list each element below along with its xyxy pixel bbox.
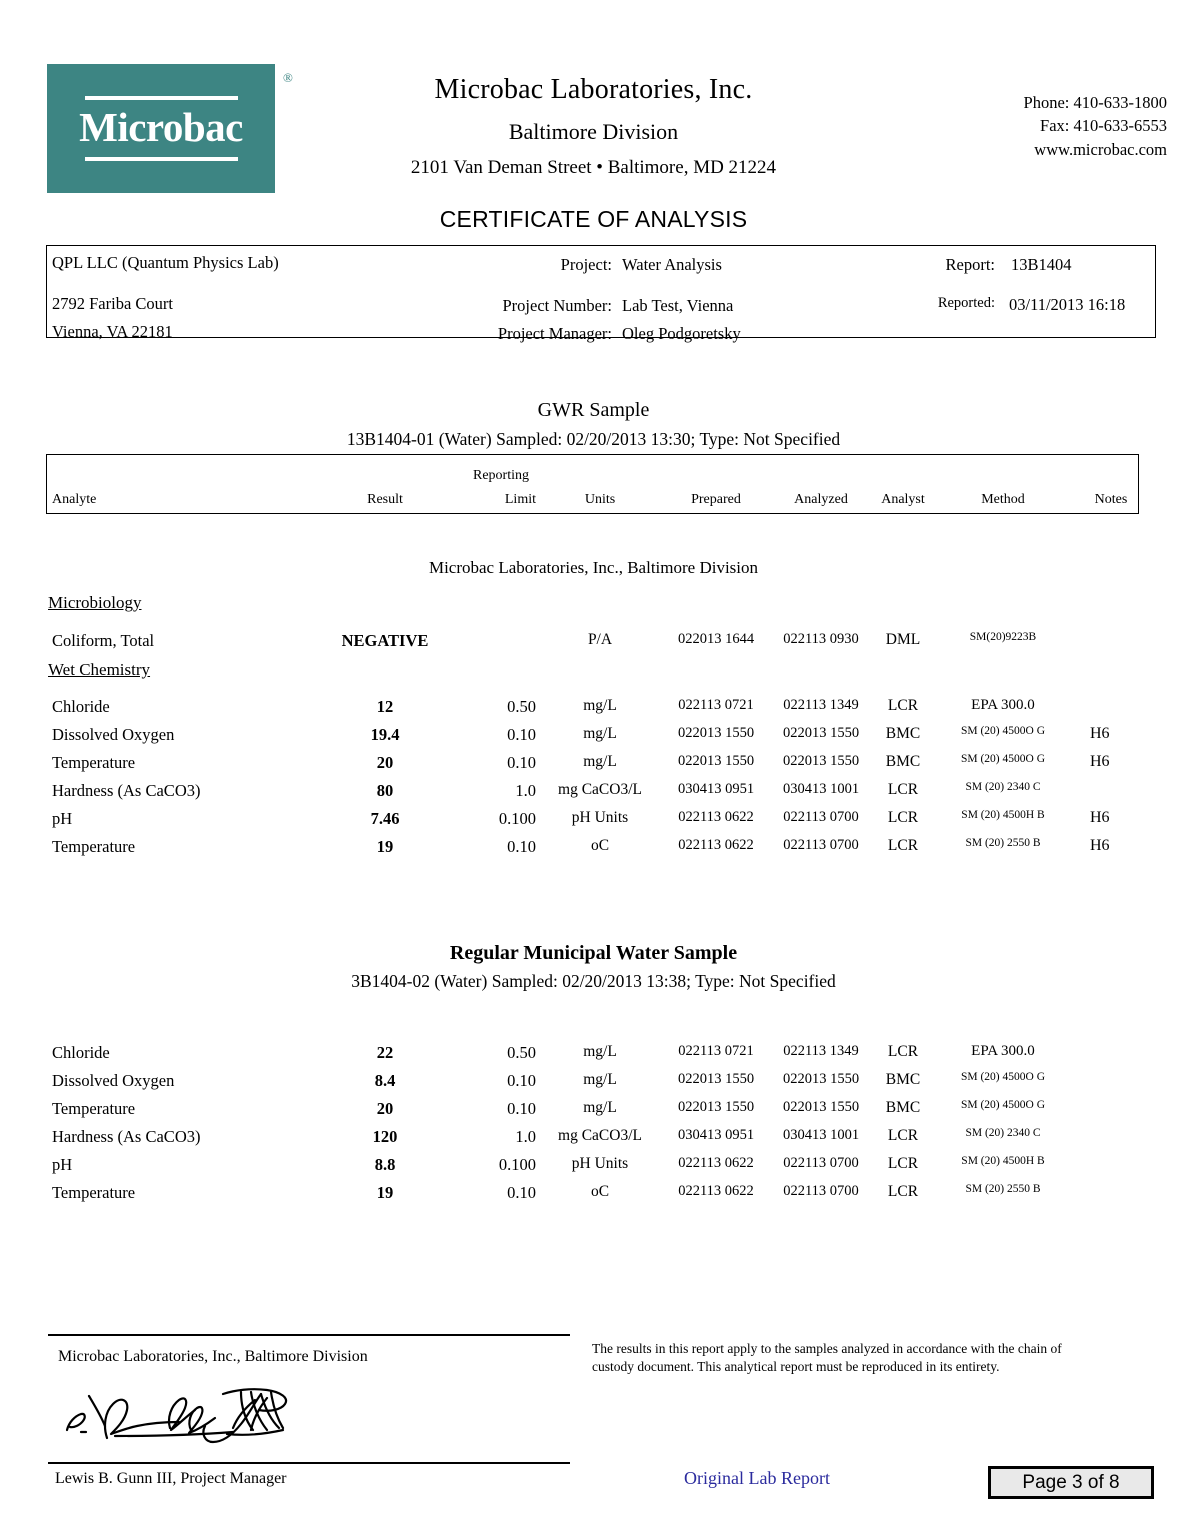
report-value: 13B1404 <box>1011 255 1072 274</box>
cell-reporting-limit: 0.10 <box>507 1099 536 1118</box>
cell-analyzed: 022113 0700 <box>783 1155 859 1171</box>
footer-signer-name: Lewis B. Gunn III, Project Manager <box>55 1470 287 1487</box>
client-name: QPL LLC (Quantum Physics Lab) <box>52 253 279 272</box>
project-value: Water Analysis <box>622 255 722 274</box>
cell-notes: H6 <box>1090 837 1110 854</box>
cell-result: 20 <box>376 753 394 772</box>
cell-analyte: Chloride <box>52 697 110 716</box>
cell-prepared: 022113 0622 <box>678 809 754 825</box>
cell-method: SM (20) 2550 B <box>965 1183 1041 1195</box>
table-row <box>0 631 1187 655</box>
cell-prepared: 022113 0721 <box>678 697 754 713</box>
cell-analyzed: 030413 1001 <box>782 1127 860 1143</box>
column-header-notes: Notes <box>1094 492 1128 507</box>
cell-units: mg/L <box>583 753 617 770</box>
company-name: Microbac Laboratories, Inc. <box>434 74 753 105</box>
cell-analyzed: 022013 1550 <box>782 1099 860 1115</box>
cell-reporting-limit: 0.10 <box>507 753 536 772</box>
cell-analyst: LCR <box>887 1043 919 1060</box>
table-row <box>0 1071 1187 1095</box>
cell-analyzed: 022113 1349 <box>783 1043 859 1059</box>
cell-reporting-limit: 0.10 <box>507 725 536 744</box>
project-manager-value: Oleg Podgoretsky <box>622 324 741 343</box>
cell-reporting-limit: 0.50 <box>507 1043 536 1062</box>
cell-result: 22 <box>376 1043 394 1062</box>
cell-method: SM (20) 4500O G <box>960 725 1045 737</box>
column-header-method: Method <box>981 492 1025 507</box>
cell-analyst: LCR <box>887 1127 919 1144</box>
cell-analyst: LCR <box>887 1155 919 1172</box>
table-row <box>0 753 1187 777</box>
cell-reporting-limit: 0.10 <box>507 1071 536 1090</box>
cell-prepared: 022013 1550 <box>677 725 755 741</box>
client-street: 2792 Fariba Court <box>52 294 173 313</box>
cell-reporting-limit: 1.0 <box>515 781 536 800</box>
table-row <box>0 697 1187 721</box>
cell-analyte: pH <box>52 1155 73 1174</box>
division-name: Baltimore Division <box>508 119 679 144</box>
cell-analyzed: 022013 1550 <box>782 725 860 741</box>
cell-units: mg CaCO3/L <box>558 781 642 798</box>
cell-method: SM (20) 2340 C <box>965 781 1041 793</box>
column-header-prepared: Prepared <box>691 492 741 507</box>
cell-units: mg/L <box>583 1043 617 1060</box>
project-manager-label: Project Manager: <box>497 324 612 343</box>
cell-analyte: Hardness (As CaCO3) <box>52 1127 201 1146</box>
company-address: 2101 Van Deman Street • Baltimore, MD 21224 <box>410 157 777 178</box>
cell-notes: H6 <box>1090 753 1110 770</box>
logo-wordmark: Microbac <box>79 104 243 150</box>
project-label: Project: <box>560 255 612 274</box>
cell-prepared: 022113 0721 <box>678 1043 754 1059</box>
cell-analyzed: 022013 1550 <box>782 753 860 769</box>
cell-reporting-limit: 0.100 <box>498 1155 536 1174</box>
table-row <box>0 725 1187 749</box>
cell-prepared: 022013 1550 <box>677 753 755 769</box>
cell-result: 19.4 <box>370 725 400 744</box>
column-header-analyte: Analyte <box>52 492 97 507</box>
cell-analyst: LCR <box>887 697 919 714</box>
footer-divider-left <box>48 1334 570 1336</box>
cell-prepared: 030413 0951 <box>677 781 755 797</box>
cell-analyzed: 022113 0700 <box>783 809 859 825</box>
cell-units: mg/L <box>583 697 617 714</box>
cell-analyst: BMC <box>885 1071 921 1088</box>
cell-reporting-limit: 0.100 <box>498 809 536 828</box>
project-manager-row <box>380 324 820 344</box>
cell-analyte: Coliform, Total <box>52 631 155 650</box>
cell-method: SM (20) 4500H B <box>961 1155 1045 1167</box>
original-lab-report-link[interactable]: Original Lab Report <box>684 1468 830 1488</box>
section-heading-wet-chemistry: Wet Chemistry <box>48 660 151 679</box>
cell-analyte: pH <box>52 809 73 828</box>
table-row <box>0 1099 1187 1123</box>
cell-result: 7.46 <box>370 809 400 828</box>
signature-image <box>55 1378 355 1456</box>
reported-row <box>905 295 1150 315</box>
cell-reporting-limit: 0.10 <box>507 837 536 856</box>
cell-analyst: BMC <box>885 725 921 742</box>
cell-analyte: Temperature <box>52 1099 136 1118</box>
project-number-row <box>380 296 820 316</box>
cell-analyzed: 022113 0930 <box>783 631 859 647</box>
cell-method: SM (20) 2340 C <box>965 1127 1041 1139</box>
footer-disclaimer: The results in this report apply to the samples analyzed in accordance with the chain of custody document. This analytical report must be reproduced in its entirety. <box>592 1341 1062 1375</box>
column-header-analyst: Analyst <box>881 492 925 507</box>
column-header-reporting: Reporting <box>473 468 529 483</box>
cell-analyzed: 022113 1349 <box>783 697 859 713</box>
cell-prepared: 022113 0622 <box>678 1155 754 1171</box>
page-header <box>0 0 1187 200</box>
cell-analyst: BMC <box>885 1099 921 1116</box>
cell-analyzed: 030413 1001 <box>782 781 860 797</box>
project-number-label: Project Number: <box>502 296 612 315</box>
cell-prepared: 022113 0622 <box>678 837 754 853</box>
client-city-state-zip: Vienna, VA 22181 <box>52 322 173 341</box>
sample-1-subtitle: 13B1404-01 (Water) Sampled: 02/20/2013 13:30; Type: Not Specified <box>346 429 841 449</box>
table-row <box>0 1043 1187 1067</box>
footer-lab-name: Microbac Laboratories, Inc., Baltimore Division <box>58 1348 368 1365</box>
cell-analyte: Chloride <box>52 1043 110 1062</box>
signature-icon <box>55 1378 355 1456</box>
section-heading-microbiology: Microbiology <box>48 593 142 612</box>
cell-notes: H6 <box>1090 725 1110 742</box>
table-row <box>0 1183 1187 1207</box>
cell-reporting-limit: 0.50 <box>507 697 536 716</box>
report-label: Report: <box>945 255 995 274</box>
phone-line: Phone: 410-633-1800 <box>1023 93 1167 112</box>
cell-analyst: LCR <box>887 837 919 854</box>
reported-label: Reported: <box>937 295 995 311</box>
cell-prepared: 022013 1550 <box>677 1099 755 1115</box>
cell-units: mg/L <box>583 725 617 742</box>
project-row <box>380 255 820 275</box>
cell-prepared: 022113 0622 <box>678 1183 754 1199</box>
cell-method: SM (20) 4500H B <box>961 809 1045 821</box>
cell-analyzed: 022013 1550 <box>782 1071 860 1087</box>
cell-analyst: BMC <box>885 753 921 770</box>
website-line: www.microbac.com <box>1034 139 1167 159</box>
cell-analyte: Temperature <box>52 1183 136 1202</box>
cell-result: 8.8 <box>374 1155 396 1174</box>
cell-method: SM (20) 4500O G <box>960 1071 1045 1083</box>
registered-trademark-icon: ® <box>283 70 293 85</box>
cell-units: P/A <box>587 631 613 648</box>
contact-block <box>1024 91 1167 161</box>
cell-reporting-limit: 1.0 <box>515 1127 536 1146</box>
cell-units: pH Units <box>571 809 629 826</box>
table-row <box>0 809 1187 833</box>
cell-method: SM (20) 4500O G <box>960 1099 1045 1111</box>
cell-analyte: Temperature <box>52 837 136 856</box>
column-header-result: Result <box>367 492 403 507</box>
cell-analyst: DML <box>885 631 921 648</box>
cell-analyst: LCR <box>887 781 919 798</box>
table-row <box>0 837 1187 861</box>
cell-units: oC <box>590 1183 610 1200</box>
cell-method: SM (20) 4500O G <box>960 753 1045 765</box>
cell-method: EPA 300.0 <box>971 697 1035 713</box>
cell-units: mg/L <box>583 1071 617 1088</box>
table-row <box>0 781 1187 805</box>
cell-result: 20 <box>376 1099 394 1118</box>
cell-method: SM (20) 2550 B <box>965 837 1041 849</box>
lab-banner: Microbac Laboratories, Inc., Baltimore Division <box>428 558 759 577</box>
cell-analyst: LCR <box>887 1183 919 1200</box>
table-row <box>0 1127 1187 1151</box>
report-row <box>905 255 1150 275</box>
cell-prepared: 022013 1550 <box>677 1071 755 1087</box>
column-header-analyzed: Analyzed <box>794 492 848 507</box>
cell-prepared: 030413 0951 <box>677 1127 755 1143</box>
cell-analyte: Dissolved Oxygen <box>52 725 175 744</box>
sample-1-title: GWR Sample <box>537 399 650 421</box>
page-number-badge: Page 3 of 8 <box>988 1466 1154 1499</box>
sample-2-subtitle: 3B1404-02 (Water) Sampled: 02/20/2013 13:38; Type: Not Specified <box>351 971 836 991</box>
cell-notes: H6 <box>1090 809 1110 826</box>
cell-method: EPA 300.0 <box>971 1043 1035 1059</box>
column-header-limit: Limit <box>504 492 536 507</box>
column-header-units: Units <box>584 492 616 507</box>
cell-result: 120 <box>372 1127 398 1146</box>
cell-result: 19 <box>376 837 394 856</box>
cell-prepared: 022013 1644 <box>677 631 755 647</box>
sample-2-title: Regular Municipal Water Sample <box>449 942 738 964</box>
cell-analyzed: 022113 0700 <box>783 837 859 853</box>
cell-units: mg/L <box>583 1099 617 1116</box>
cell-reporting-limit: 0.10 <box>507 1183 536 1202</box>
cell-analyst: LCR <box>887 809 919 826</box>
cell-result: 12 <box>376 697 394 716</box>
cell-result: 80 <box>376 781 394 800</box>
page-title: CERTIFICATE OF ANALYSIS <box>439 206 748 232</box>
reported-value: 03/11/2013 16:18 <box>1009 295 1126 314</box>
project-number-value: Lab Test, Vienna <box>622 296 734 315</box>
cell-units: oC <box>590 837 610 854</box>
table-row <box>0 1155 1187 1179</box>
cell-analyte: Hardness (As CaCO3) <box>52 781 201 800</box>
cell-method: SM(20)9223B <box>969 631 1037 643</box>
cell-analyzed: 022113 0700 <box>783 1183 859 1199</box>
cell-analyte: Dissolved Oxygen <box>52 1071 175 1090</box>
cell-result: NEGATIVE <box>341 631 429 650</box>
cell-result: 8.4 <box>374 1071 396 1090</box>
cell-analyte: Temperature <box>52 753 136 772</box>
cell-units: pH Units <box>571 1155 629 1172</box>
cell-result: 19 <box>376 1183 394 1202</box>
cell-units: mg CaCO3/L <box>558 1127 642 1144</box>
fax-line: Fax: 410-633-6553 <box>1040 116 1167 136</box>
footer-divider-signature <box>48 1462 570 1464</box>
